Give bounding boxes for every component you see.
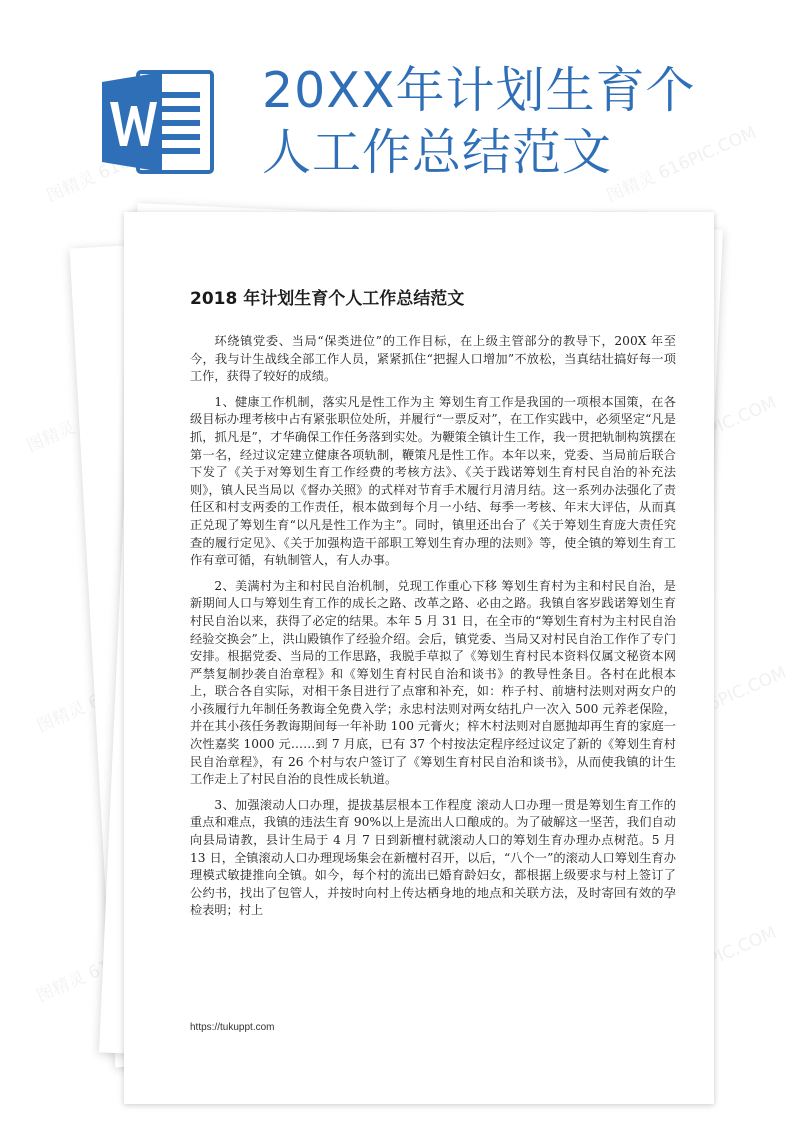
watermark: 616PIC.COM bbox=[685, 662, 790, 724]
banner-title bbox=[262, 60, 782, 184]
document-body bbox=[190, 333, 676, 928]
watermark: 616PIC.COM bbox=[675, 922, 780, 984]
watermark: 图精灵 bbox=[33, 967, 89, 1007]
paragraph-section-1: 1、健康工作机制，落实凡是性工作为主 筹划生育工作是我国的一项根本国策，在各级目标办理考核中占有紧张职位处所，并履行“一票反对”，在工作实践中，必须坚定“凡是抓，抓凡是”，才华确保工作任务落到实处。为鞭策全镇计生工作，我一贯把轨制构筑摆在第一名，经过议定建立健康各项轨制，鞭策凡是性工作。本年以来，党委、当局前后联合下发了《关于对筹划生育工作经费的考核方法》、《关于践诺筹划生育村民自治的补充法则》，镇人民当局以《督办关照》的式样对节育手术履行月清月结。这一系列办法强化了责任区和村支两委的工作责任，根本做到每个月一小结、每季一考核、年末大评估，从而真正兑现了筹划生育“以凡是性工作为主”。同时，镇里还出台了《关于筹划生育庞大责任究查的履行定见》、《关于加强构造干部职工筹划生育办理的法则》等，使全镇的筹划生育工作有章可循，有轨制管人，有人办事。 bbox=[190, 394, 676, 568]
banner-title-line-1: 20XX年计划生育个 bbox=[262, 62, 696, 119]
paragraph-section-3: 3、加强滚动人口办理，提拔基层根本工作程度 滚动人口办理一贯是筹划生育工作的重点和难点，我镇的违法生育 90%以上是流出人口酿成的。为了破解这一坚苦，我们自动向县局请教，县计生局于 4 月 7 日到新檀村就滚动人口的筹划生育办理办点树范。5 月 13 日，全镇滚动人口办理现场集会在新檀村召开，以后，“八个一”的滚动人口筹划生育办理模式敏捷推向全镇。如今，每个村的流出已婚育龄妇女，都根据上级要求与村上签订了公约书，找出了包管人，并按时向村上传达栖身地的地点和关联方法，及时寄回有效的孕检表明；村上 bbox=[190, 797, 676, 918]
watermark: 616PIC.COM bbox=[675, 392, 780, 454]
document-title: 2018 年计划生育个人工作总结范文 bbox=[190, 289, 465, 309]
watermark: 图精灵 bbox=[23, 417, 79, 457]
watermark: 图精灵 bbox=[43, 167, 99, 207]
paragraph-intro: 环绕镇党委、当局“保类进位”的工作目标，在上级主管部分的教导下，200X 年至今，我与计生战线全部工作人员，紧紧抓住“把握人口增加”不放松，当真结壮搞好每一项工作，获得了较好的成绩。 bbox=[190, 334, 676, 384]
banner-title-line-2: 人工作总结范文 bbox=[262, 124, 613, 181]
watermark: 图精灵 616PIC.COM bbox=[603, 122, 760, 207]
word-document-icon bbox=[100, 66, 218, 178]
watermark: 图精灵 bbox=[33, 697, 89, 737]
paragraph-section-2: 2、美满村为主和村民自治机制，兑现工作重心下移 筹划生育村为主和村民自治，是新期间人口与筹划生育工作的成长之路、改革之路、必由之路。我镇自客岁践诺筹划生育村民自治以来，获得了必定的结果。本年 5 月 31 日，在全市的“筹划生育村为主村民自治经验交换会”上，洪山殿镇作了经验介绍。会后，镇党委、当局又对村民自治工作作了专门安排。根据党委、当局的工作思路，我脱手草拟了《筹划生育村民本资料仅属文秘资本网严禁复制抄袭自治章程》和《筹划生育村民自治和谈书》的教导性条目。各村在此根本上，联合各自实际，对相干条目进行了点窜和补充，如：柞子村、前塘村法则对两女户的小孩履行九年制任务教诲全免费入学；永忠村法则对两女结扎户一次入 500 元养老保险，并在其小孩任务教诲期间每一年补助 100 元膏火；梓木村法则对自愿抛却再生育的家庭一次性嘉奖 1000 元……到 7 月底，已有 37 个村按法定程序经过议定了新的《筹划生育村民自治章程》，有 26 个村与农户签订了《筹划生育村民自治和谈书》，从而使我镇的计生工作走上了村民自治的良性成长轨道。 bbox=[190, 578, 676, 787]
source-url[interactable]: https://tukuppt.com bbox=[190, 1022, 275, 1033]
